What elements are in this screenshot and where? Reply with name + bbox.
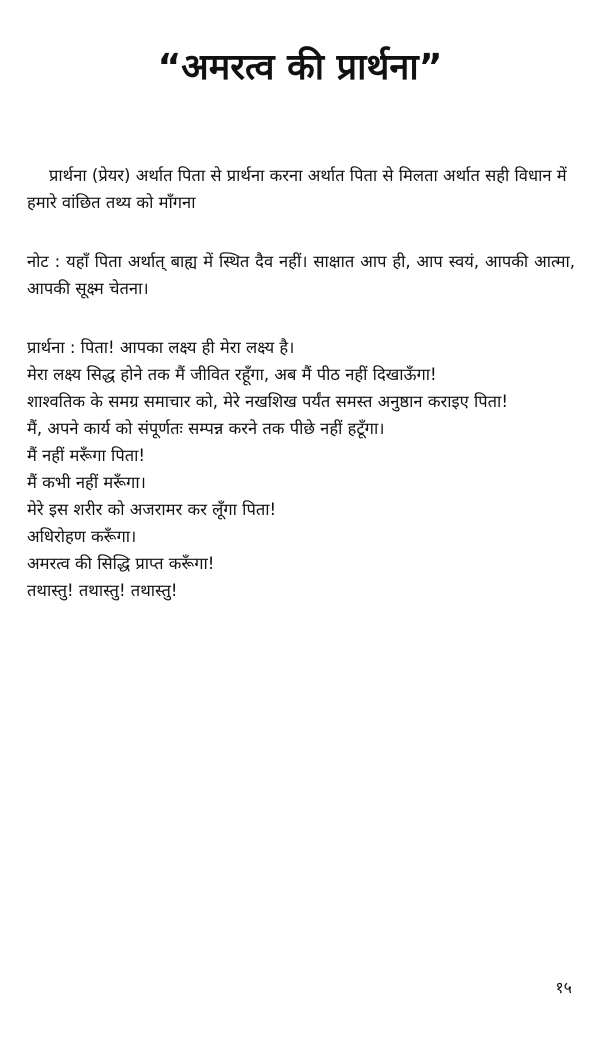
prayer-text (27, 334, 575, 604)
page-title: “अमरत्व की प्रार्थना” (157, 47, 443, 88)
note-paragraph: नोट : यहाँ पिता अर्थात् बाह्य में स्थित दैव नहीं। साक्षात आप ही, आप स्वयं, आपकी आत्मा, आपकी सूक्ष्म चेतना। (27, 252, 575, 298)
prayer-line: मैं, अपने कार्य को संपूर्णतः सम्पन्न करने तक पीछे नहीं हटूँगा। (27, 419, 385, 438)
prayer-line: अधिरोहण करूँगा। (27, 527, 137, 546)
prayer-line: अमरत्व की सिद्धि प्राप्त करूँगा! (27, 554, 215, 573)
prayer-line: शाश्वतिक के समग्र समाचार को, मेरे नखशिख पर्यंत समस्त अनुष्ठान कराइए पिता! (27, 392, 508, 411)
page-number: १५ (555, 978, 572, 997)
prayer-line: प्रार्थना : पिता! आपका लक्ष्य ही मेरा लक्ष्य है। (27, 338, 295, 357)
intro-paragraph: प्रार्थना (प्रेयर) अर्थात पिता से प्रार्थना करना अर्थात पिता से मिलता अर्थात सही विधान में हमारे वांछित तथ्य को माँगना (27, 166, 567, 212)
prayer-line: मैं नहीं मरूँगा पिता! (27, 446, 145, 465)
prayer-line: मैं कभी नहीं मरूँगा। (27, 473, 146, 492)
prayer-line: मेरे इस शरीर को अजरामर कर लूँगा पिता! (27, 500, 277, 519)
prayer-line: तथास्तु! तथास्तु! तथास्तु! (27, 581, 178, 600)
prayer-line: मेरा लक्ष्य सिद्ध होने तक मैं जीवित रहूँगा, अब मैं पीठ नहीं दिखाऊँगा! (27, 365, 437, 384)
